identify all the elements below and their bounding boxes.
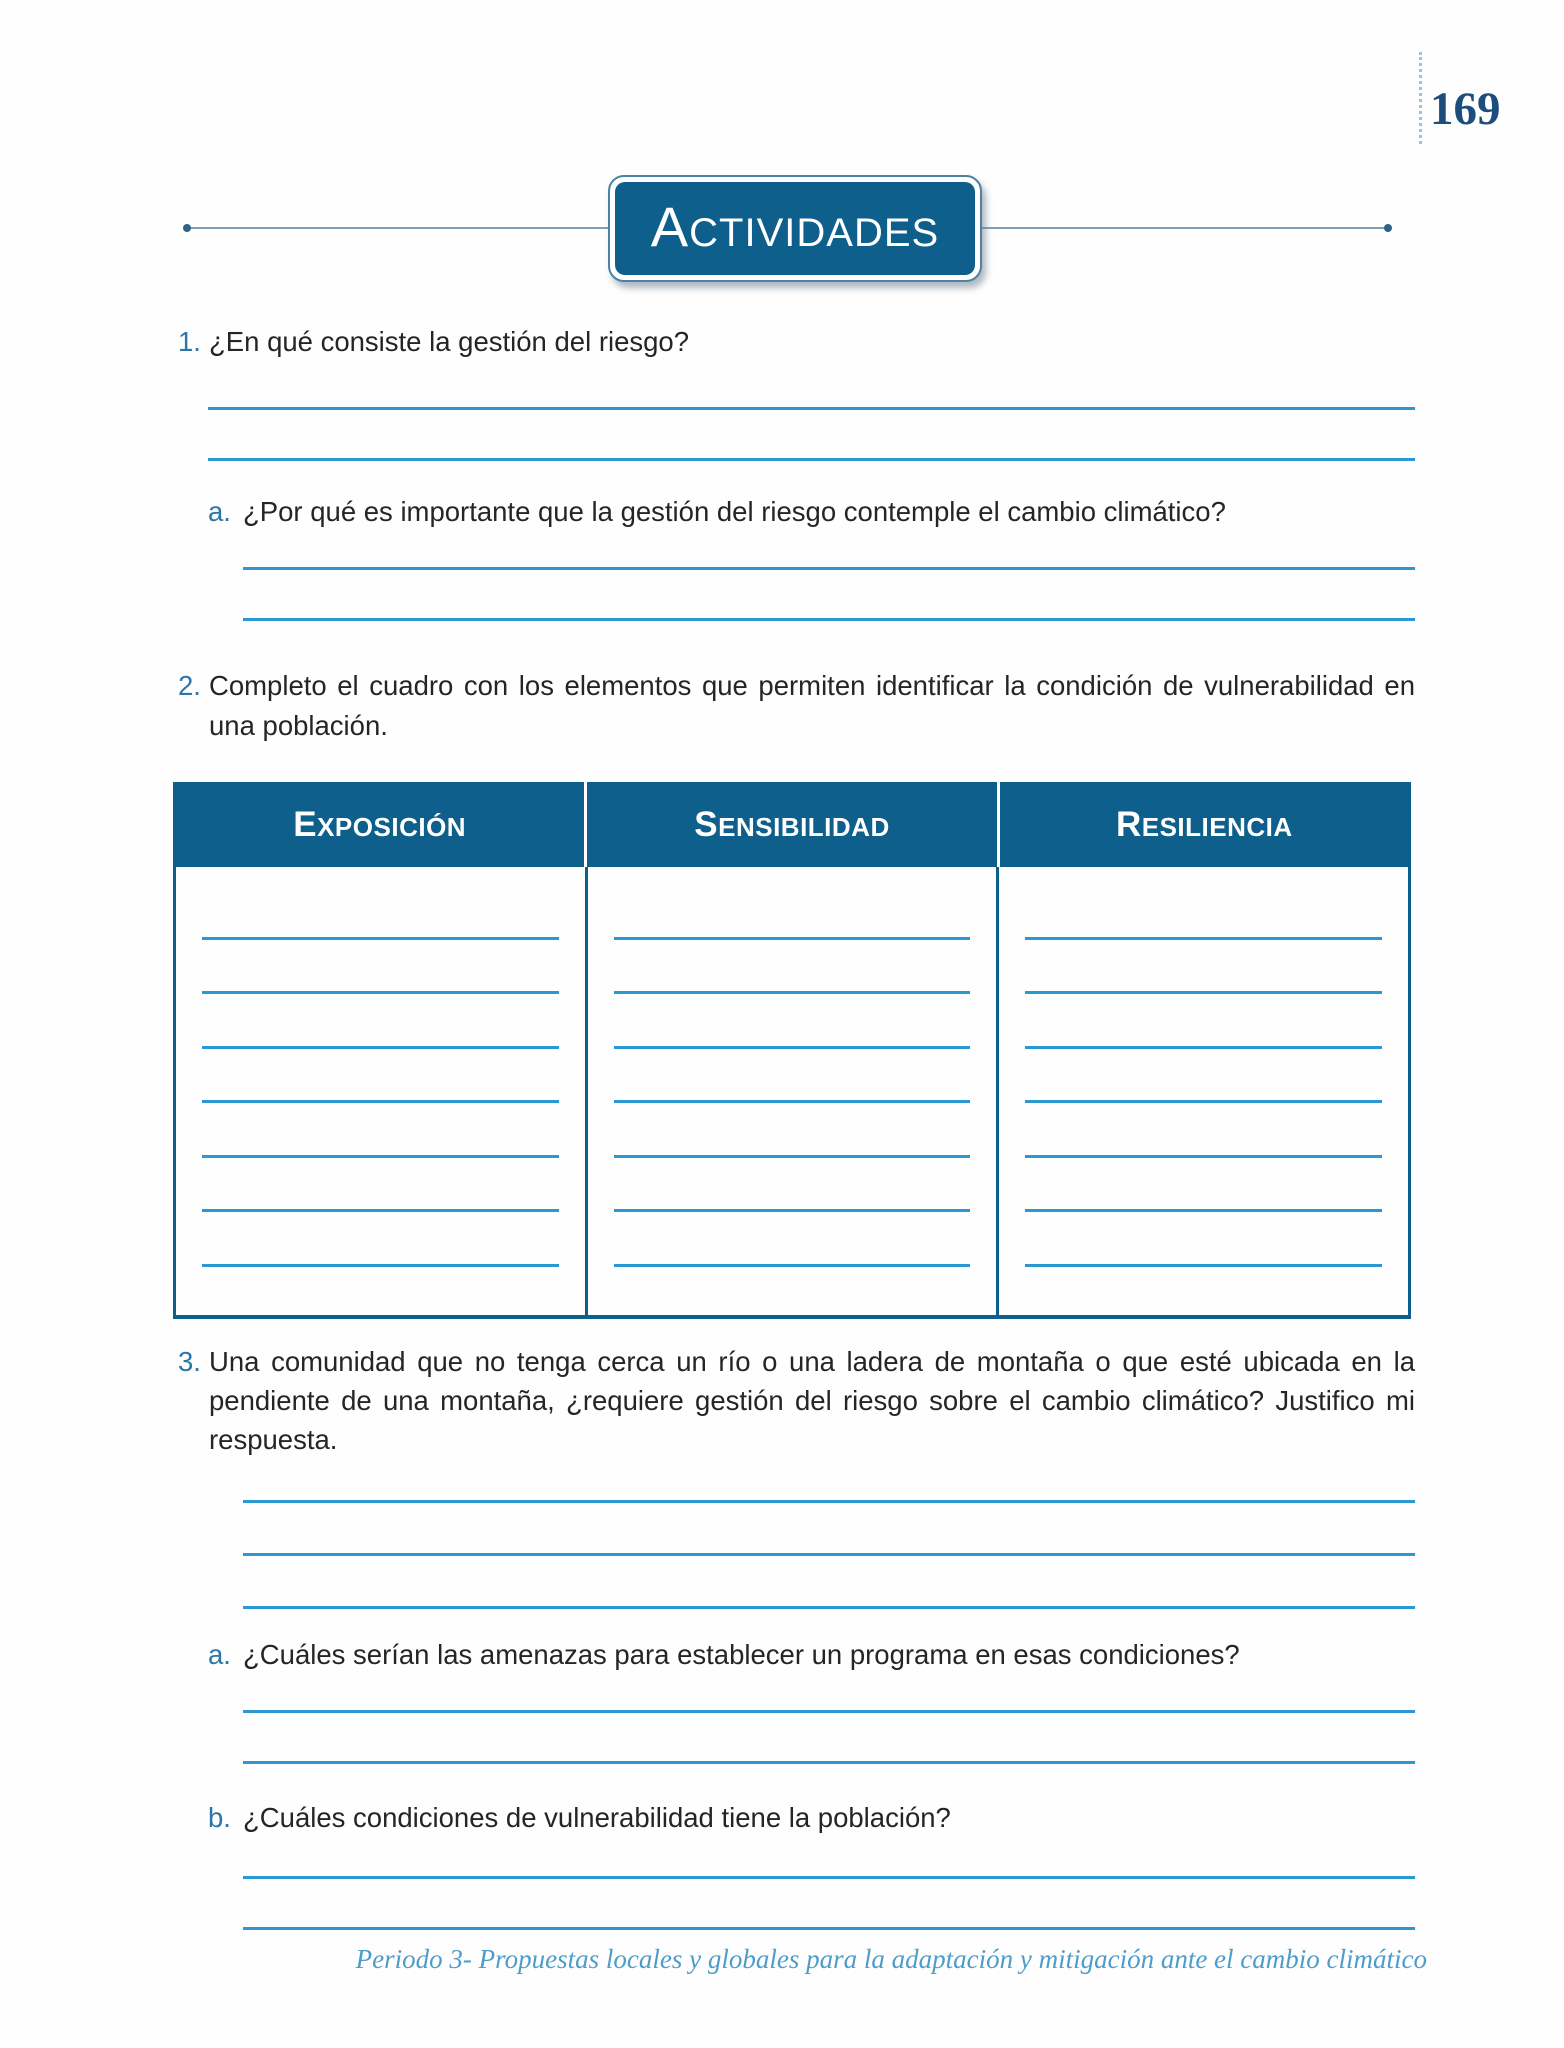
question-3b-text: ¿Cuáles condiciones de vulnerabilidad tiene la población? [243, 1802, 951, 1833]
ruled-line [1025, 994, 1382, 1049]
question-3-answer-lines [243, 1450, 1415, 1609]
activities-banner [608, 175, 982, 282]
table-header-resiliencia [997, 782, 1409, 867]
question-1-text: ¿En qué consiste la gestión del riesgo? [209, 326, 690, 357]
question-3a-text: ¿Cuáles serían las amenazas para establecer un programa en esas condiciones? [243, 1639, 1240, 1670]
ruled-line [243, 570, 1415, 621]
table-header-sensibilidad [584, 782, 996, 867]
page-number: 169 [1430, 83, 1501, 135]
ruled-line [243, 1450, 1415, 1503]
ruled-line [243, 1879, 1415, 1930]
ruled-line [243, 1556, 1415, 1609]
ruled-line [208, 410, 1415, 461]
ruled-line [1025, 1103, 1382, 1158]
ruled-line [202, 1212, 559, 1267]
table-column-sensibilidad-lines [585, 867, 997, 1315]
ruled-line [614, 1103, 971, 1158]
question-1a-answer-lines [243, 519, 1415, 621]
question-2 [178, 666, 1415, 746]
ruled-line [1025, 1212, 1382, 1267]
ruled-line [202, 1049, 559, 1104]
ruled-line [1025, 885, 1382, 940]
ruled-line [202, 994, 559, 1049]
ruled-line [614, 994, 971, 1049]
ruled-line [202, 940, 559, 995]
ruled-line [243, 1828, 1415, 1879]
ruled-line [614, 940, 971, 995]
ruled-line [614, 885, 971, 940]
question-2-number: 2. [178, 670, 201, 701]
question-3 [178, 1342, 1415, 1459]
table-column-exposicion-lines [176, 867, 585, 1315]
table-column-resiliencia-lines [996, 867, 1408, 1315]
ruled-line [1025, 940, 1382, 995]
ruled-line [243, 1503, 1415, 1556]
ruled-line [614, 1212, 971, 1267]
ruled-line [614, 1049, 971, 1104]
page-number-dotted-rule [1419, 52, 1422, 144]
ruled-line [202, 885, 559, 940]
question-2-text: Completo el cuadro con los elementos que permiten identificar la condición de vulnerabilidad en una población. [209, 670, 1415, 741]
table-header-exposicion [175, 782, 584, 867]
question-3b-number: b. [208, 1802, 231, 1833]
ruled-line [202, 1158, 559, 1213]
table-header-sensibilidad-label: SENSIBILIDAD [694, 805, 890, 844]
ruled-line [243, 1713, 1415, 1764]
question-1-answer-lines [208, 359, 1415, 461]
question-1 [178, 322, 1415, 362]
vulnerability-table [173, 782, 1411, 1319]
question-3a-answer-lines [243, 1662, 1415, 1764]
vulnerability-table-body [176, 867, 1408, 1315]
question-1a-number: a. [208, 496, 231, 527]
ruled-line [208, 359, 1415, 410]
question-3-text: Una comunidad que no tenga cerca un río o una ladera de montaña o que esté ubicada en la pendiente de una montaña, ¿requiere gestión del riesgo sobre el cambio climático? Justifico mi respuesta. [209, 1346, 1415, 1455]
table-header-resiliencia-label: RESILIENCIA [1115, 805, 1293, 844]
ruled-line [202, 1103, 559, 1158]
question-1a-text: ¿Por qué es importante que la gestión del riesgo contemple el cambio climático? [243, 496, 1226, 527]
ruled-line [243, 1662, 1415, 1713]
question-1-number: 1. [178, 326, 201, 357]
question-3a-number: a. [208, 1639, 231, 1670]
ruled-line [614, 1158, 971, 1213]
ruled-line [1025, 1158, 1382, 1213]
ruled-line [243, 519, 1415, 570]
question-3b-answer-lines [243, 1828, 1415, 1930]
vulnerability-table-header [175, 782, 1409, 867]
question-3-number: 3. [178, 1346, 201, 1377]
page-footer: Periodo 3- Propuestas locales y globales para la adaptación y mitigación ante el cambio climático [355, 1944, 1427, 1974]
table-header-exposicion-label: EXPOSICIÓN [293, 805, 467, 844]
activities-banner-inner [615, 182, 975, 275]
ruled-line [1025, 1049, 1382, 1104]
activities-banner-title: ACTIVIDADES [650, 194, 940, 258]
